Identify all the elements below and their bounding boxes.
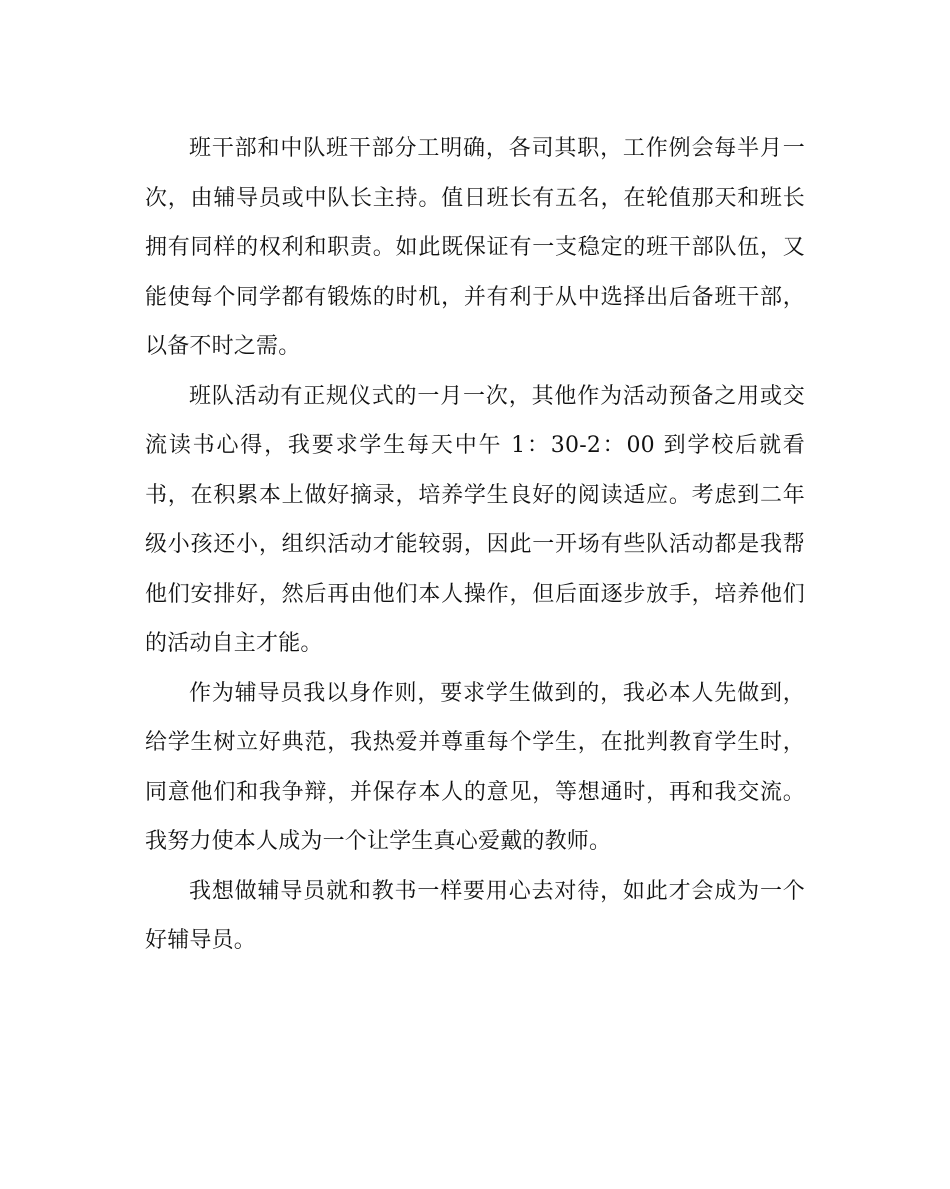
paragraph-4: 我想做辅导员就和教书一样要用心去对待，如此才会成为一个好辅导员。 [145,878,805,953]
paragraph-2: 班队活动有正规仪式的一月一次，其他作为活动预备之用或交流读书心得，我要求学生每天中午 1：30-2：00 到学校后就看书，在积累本上做好摘录，培养学生良好的阅读适应。考虑到二年级小孩还小，组织活动才能较弱，因此一开场有些队活动都是我帮他们安排好，然后再由他们本人操作，但后面逐步放手，培养他们的活动自主才能。 [145,383,805,656]
document-body [145,124,805,966]
paragraph-3: 作为辅导员我以身作则，要求学生做到的，我必本人先做到，给学生树立好典范，我热爱并尊重每个学生，在批判教育学生时，同意他们和我争辩，并保存本人的意见，等想通时，再和我交流。我努力使本人成为一个让学生真心爱戴的教师。 [145,680,805,854]
paragraph-1: 班干部和中队班干部分工明确，各司其职，工作例会每半月一次，由辅导员或中队长主持。值日班长有五名，在轮值那天和班长拥有同样的权利和职责。如此既保证有一支稳定的班干部队伍，又能使每个同学都有锻炼的时机，并有利于从中选择出后备班干部，以备不时之需。 [145,136,805,359]
